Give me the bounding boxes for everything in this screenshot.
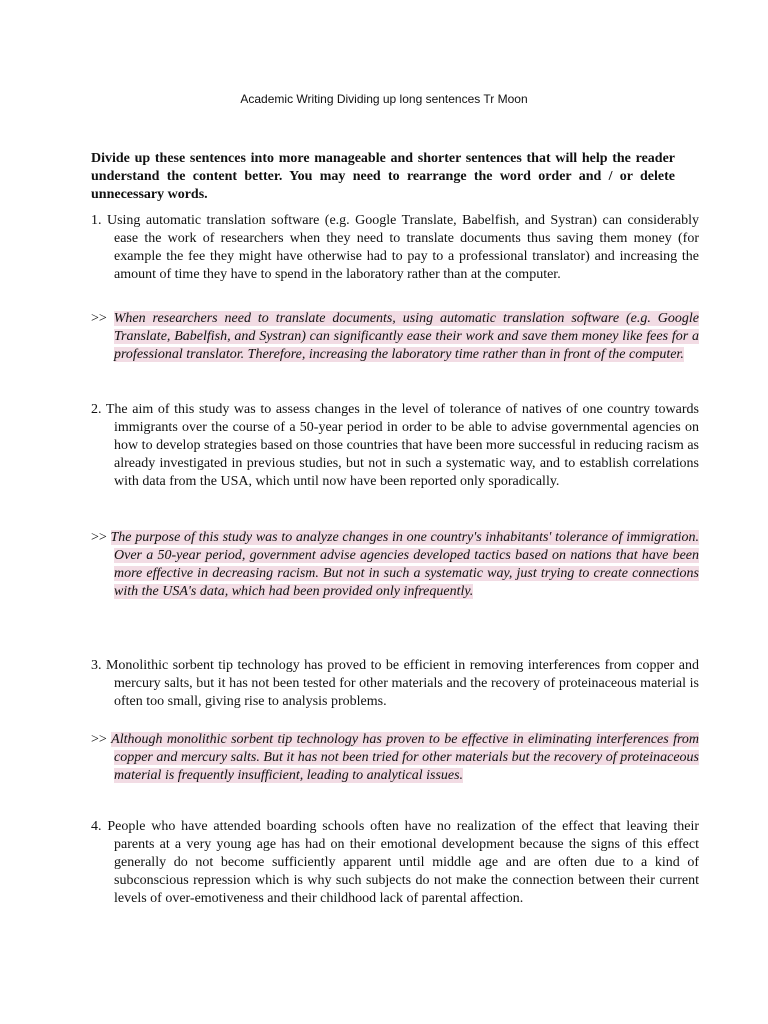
answer-1-text: When researchers need to translate documents, using automatic translation software (e.g. Google Translate, Babelfish, and Systran) can significantly ease their work and save them money like fees for a professional translator. Therefore, increasing the laboratory time rather than in front of the computer.	[113, 311, 699, 362]
answer-marker: >>	[91, 530, 107, 545]
answer-marker: >>	[91, 732, 107, 747]
sentence-1: 1. Using automatic translation software (e.g. Google Translate, Babelfish, and Systran) can considerably ease the work of researchers when they need to translate documents thus saving them money (for example the fee they might have otherwise had to pay to a professional translator) and increasing the amount of time they have to spend in the laboratory rather than at the computer.	[91, 213, 699, 282]
sentence-3: 3. Monolithic sorbent tip technology has proved to be efficient in removing interferences from copper and mercury salts, but it has not been tested for other materials and the recovery of proteinaceous material is often too small, giving rise to analysis problems.	[91, 658, 699, 709]
sentence-2: 2. The aim of this study was to assess changes in the level of tolerance of natives of one country towards immigrants over the course of a 50-year period in order to be able to advise governmental agencies on how to develop strategies based on those countries that have been more successful in reducing racism as already investigated in previous studies, but not in such a systematic way, and to establish correlations with data from the USA, which until now have been reported only sporadically.	[91, 402, 699, 489]
answer-2-text: The purpose of this study was to analyze changes in one country's inhabitants' tolerance of immigration. Over a 50-year period, government advise agencies developed tactics based on nations that have been more effective in decreasing racism. But not in such a systematic way, just trying to create connections with the USA's data, which had been provided only infrequently.	[110, 530, 700, 599]
answer-2	[91, 529, 699, 601]
answer-3	[91, 731, 699, 785]
sentence-4: 4. People who have attended boarding schools often have no realization of the effect that leaving their parents at a very young age has had on their emotional development because the signs of this effect generally do not become sufficiently apparent until middle age and are often due to a kind of subconscious repression which is why such subjects do not make the connection between their current levels of over-emotiveness and their childhood lack of parental affection.	[91, 819, 699, 906]
instructions: Divide up these sentences into more manageable and shorter sentences that will help the reader understand the content better. You may need to rearrange the word order and / or delete unnecessary words.	[91, 151, 675, 202]
answer-marker: >>	[91, 311, 107, 326]
answer-3-text: Although monolithic sorbent tip technology has proven to be effective in eliminating interferences from copper and mercury salts. But it has not been tried for other materials but the recovery of proteinaceous material is frequently insufficient, leading to analytical issues.	[111, 732, 700, 783]
answer-1	[91, 310, 699, 364]
document-title: Academic Writing Dividing up long sentences Tr Moon	[240, 92, 528, 106]
